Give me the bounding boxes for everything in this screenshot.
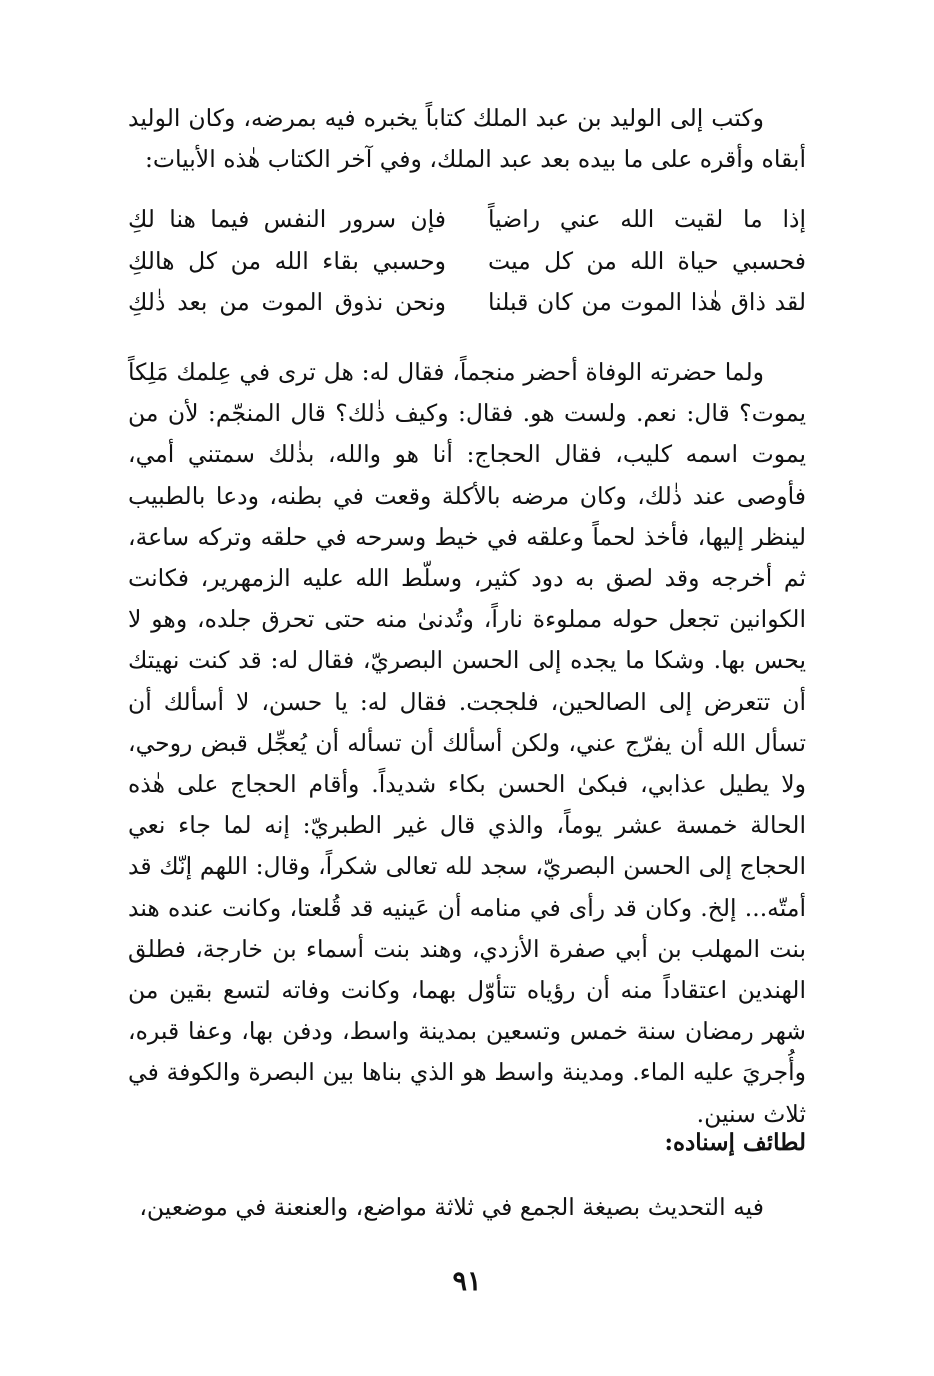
poem-verse (128, 282, 806, 324)
poem-verse (128, 241, 806, 283)
page-number: ٩١ (452, 1266, 482, 1297)
verse-second-hemistich: ونحن نذوق الموت من بعد ذٰلكِ (128, 288, 446, 316)
verse-first-hemistich: فحسبي حياة الله من كل ميت (488, 246, 806, 275)
main-paragraph: ولما حضرته الوفاة أحضر منجماً، فقال له: هل ترى في عِلمك مَلِكاً يموت؟ قال: نعم. ولست هو. فقال: وكيف ذٰلك؟ قال المنجّم: لأن من يموت اسمه كليب، فقال الحجاج: أنا هو والله، بذٰلك سمتني أمي، فأوصى عند ذٰلك، وكان مرضه بالأكلة وقعت في بطنه، ودعا بالطبيب لينظر إليها، فأخذ لحماً وعلقه في خيط وسرحه في حلقه وتركه ساعة، ثم أخرجه وقد لصق به دود كثير، وسلّط الله عليه الزمهرير، فكانت الكوانين تجعل حوله مملوءة ناراً، وتُدنىٰ منه حتى تحرق جلده، وهو لا يحس بها. وشكا ما يجده إلى الحسن البصريّ، فقال له: قد كنت نهيتك أن تتعرض إلى الصالحين، فلججت. فقال له: يا حسن، لا أسألك أن تسأل الله أن يفرّج عني، ولكن أسألك أن تسأله أن يُعجِّل قبض روحي، ولا يطيل عذابي، فبكىٰ الحسن بكاء شديداً. وأقام الحجاج على هٰذه الحالة خمسة عشر يوماً، والذي قال غير الطبريّ: إنه لما جاء نعي الحجاج إلى الحسن البصريّ، سجد لله تعالى شكراً، وقال: اللهم إنّك قد أمتّه... إلخ. وكان قد رأى في منامه أن عَينيه قد قُلعتا، وكانت عنده هند بنت المهلب بن أبي صفرة الأزدي، وهند بنت أسماء بن خارجة، فطلق الهندين اعتقاداً منه أن رؤياه تتأوّل بهما، وكانت وفاته لتسع بقين من شهر رمضان سنة خمس وتسعين بمدينة واسط، ودفن بها، وعفا قبره، وأُجريَ عليه الماء. ومدينة واسط هو الذي بناها بين البصرة والكوفة في ثلاث سنين. (128, 358, 806, 1128)
section-heading: لطائف إسناده: (664, 1129, 806, 1156)
verse-first-hemistich: لقد ذاق هٰذا الموت من كان قبلنا (488, 288, 806, 316)
final-paragraph: فيه التحديث بصيغة الجمع في ثلاثة مواضع، والعنعنة في موضعين، (139, 1193, 764, 1221)
intro-paragraph: وكتب إلى الوليد بن عبد الملك كتاباً يخبره فيه بمرضه، وكان الوليد أبقاه وأقره على ما بيده بعد عبد الملك، وفي آخر الكتاب هٰذه الأبيات: (128, 104, 806, 174)
verse-second-hemistich: فإن سرور النفس فيما هنا لكِ (128, 205, 446, 233)
poem-verse (128, 199, 806, 241)
verse-first-hemistich: إذا ما لقيت الله عني راضياً (488, 205, 806, 233)
poem-verses (128, 199, 806, 324)
verse-second-hemistich: وحسبي بقاء الله من كل هالكِ (128, 246, 446, 275)
